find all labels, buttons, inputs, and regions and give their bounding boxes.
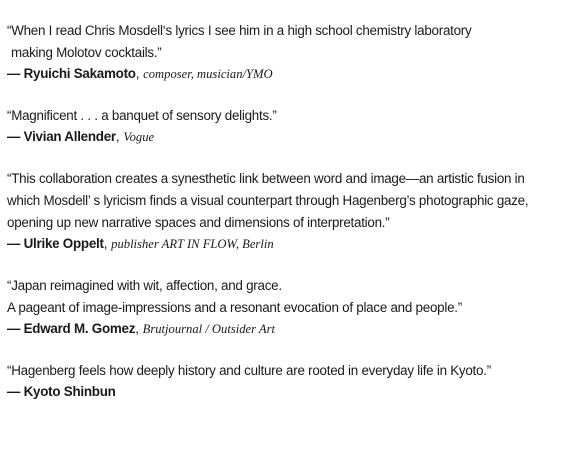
em-dash: — — [7, 384, 24, 399]
quote-line: making Molotov cocktails.” — [11, 45, 162, 60]
quote-line: which Mosdell’ s lyricism finds a visual counterpart through Hagenberg’s photographic gaze, — [7, 193, 529, 208]
testimonial-gomez — [7, 275, 563, 339]
quote-line: “Japan reimagined with wit, affection, and grace. — [7, 278, 282, 293]
em-dash: — — [7, 321, 24, 336]
quote-line: A pageant of image-impressions and a resonant evocation of place and people.” — [7, 300, 462, 315]
testimonial-allender — [7, 105, 563, 147]
attribution-comma: , — [115, 129, 124, 144]
testimonials-page — [7, 20, 563, 423]
quote-line: “Magnificent . . . a banquet of sensory delights.” — [7, 108, 277, 123]
testimonial-oppelt — [7, 168, 563, 254]
attribution-comma: , — [103, 236, 112, 251]
attribution-comma: , — [135, 321, 143, 336]
attribution-name: Vivian Allender — [23, 129, 116, 144]
attribution-role: Brutjournal / Outsider Art — [142, 322, 276, 336]
attribution — [7, 319, 563, 339]
attribution-name: Ulrike Oppelt — [23, 236, 104, 251]
attribution-name: Edward M. Gomez — [23, 321, 136, 336]
attribution — [7, 234, 563, 254]
attribution-role: composer, musician/YMO — [143, 67, 273, 81]
attribution-role: publisher ART IN FLOW, Berlin — [111, 237, 274, 251]
quote-line: “This collaboration creates a synesthetic link between word and image—an artistic fusion in — [7, 171, 525, 186]
em-dash: — — [7, 66, 24, 81]
em-dash: — — [7, 236, 24, 251]
testimonial-kyoto-shinbun — [7, 360, 563, 402]
attribution-comma: , — [135, 66, 144, 81]
quote-line: opening up new narrative spaces and dimensions of interpretation.” — [7, 215, 390, 230]
attribution — [7, 382, 563, 402]
attribution-name: Kyoto Shinbun — [23, 384, 116, 399]
quote-line: “When I read Chris Mosdell‘s lyrics I see him in a high school chemistry laboratory — [7, 23, 472, 38]
testimonial-sakamoto — [7, 20, 563, 84]
quote-line: “Hagenberg feels how deeply history and culture are rooted in everyday life in Kyoto.” — [7, 363, 491, 378]
attribution — [7, 64, 563, 84]
attribution — [7, 127, 563, 147]
attribution-role: Vogue — [123, 130, 155, 144]
attribution-name: Ryuichi Sakamoto — [23, 66, 136, 81]
em-dash: — — [7, 129, 24, 144]
